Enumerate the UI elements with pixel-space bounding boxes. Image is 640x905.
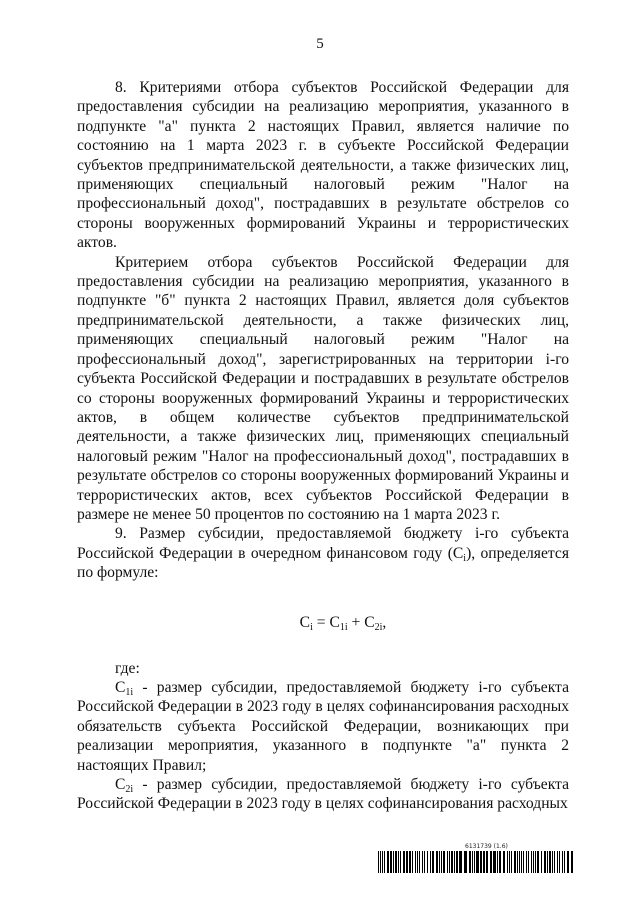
paragraph-9 — [77, 524, 569, 582]
barcode-caption: 6131739 (1.6) — [465, 843, 508, 850]
barcode-image — [378, 851, 575, 873]
page-number: 5 — [316, 36, 324, 52]
document-body — [77, 78, 569, 814]
subsidy-formula: $C_i = C_{1i} + C_{2i}$, — [299, 613, 387, 633]
paragraph-9-subscript: i — [463, 552, 467, 564]
paragraph-8-criteria-b: Критерием отбора субъектов Российской Федерации для предоставления субсидии на реализацию мероприятия, указанного в подпункте "б" пункта 2 настоящих Правил, является доля субъектов предпринимательской деятельности, а также физических лиц, применяющих специальный налоговый режим "Налог на профессиональный доход", зарегистрированных на территории i-го субъекта Российской Федерации и пострадавших в результате обстрелов со стороны вооруженных формирований Украины и террористических актов, в общем количестве субъектов предпринимательской деятельности, а также физических лиц, применяющих специальный налоговый режим "Налог на профессиональный доход", пострадавших в результате обстрелов со стороны вооруженных формирований Украины и террористических актов, всех субъектов Российской Федерации в размере не менее 50 процентов по состоянию на 1 марта 2023 г. — [77, 253, 569, 523]
paragraph-9-text: 9. Размер субсидии, предоставляемой бюджету i-го субъекта Российской Федерации в очередном финансовом году (C — [77, 525, 569, 562]
definition-c2i: $C_{2i}$ - размер субсидии, предоставляемой бюджету i-го субъекта Российской Федерации в 2023 году в целях софинансирования расходных — [77, 776, 569, 813]
where-label: где: — [115, 659, 140, 677]
paragraph-8-criteria-a: 8. Критериями отбора субъектов Российской Федерации для предоставления субсидии на реализацию мероприятия, указанного в подпункте "а" пункта 2 настоящих Правил, является наличие по состоянию на 1 марта 2023 г. в субъекте Российской Федерации субъектов предпринимательской деятельности, а также физических лиц, применяющих специальный налоговый режим "Налог на профессиональный доход", пострадавших в результате обстрелов со стороны вооруженных формирований Украины и террористических актов. — [77, 79, 569, 252]
definition-c1i: $C_{1i}$ - размер субсидии, предоставляемой бюджету i-го субъекта Российской Федерации в 2023 году в целях софинансирования расходных обязательств субъекта Российской Федерации, возникающих при реализации мероприятия, указанного в подпункте "а" пункта 2 настоящих Правил; — [77, 678, 569, 774]
paragraph-9-tail: ), определяется по формуле: — [77, 544, 569, 582]
